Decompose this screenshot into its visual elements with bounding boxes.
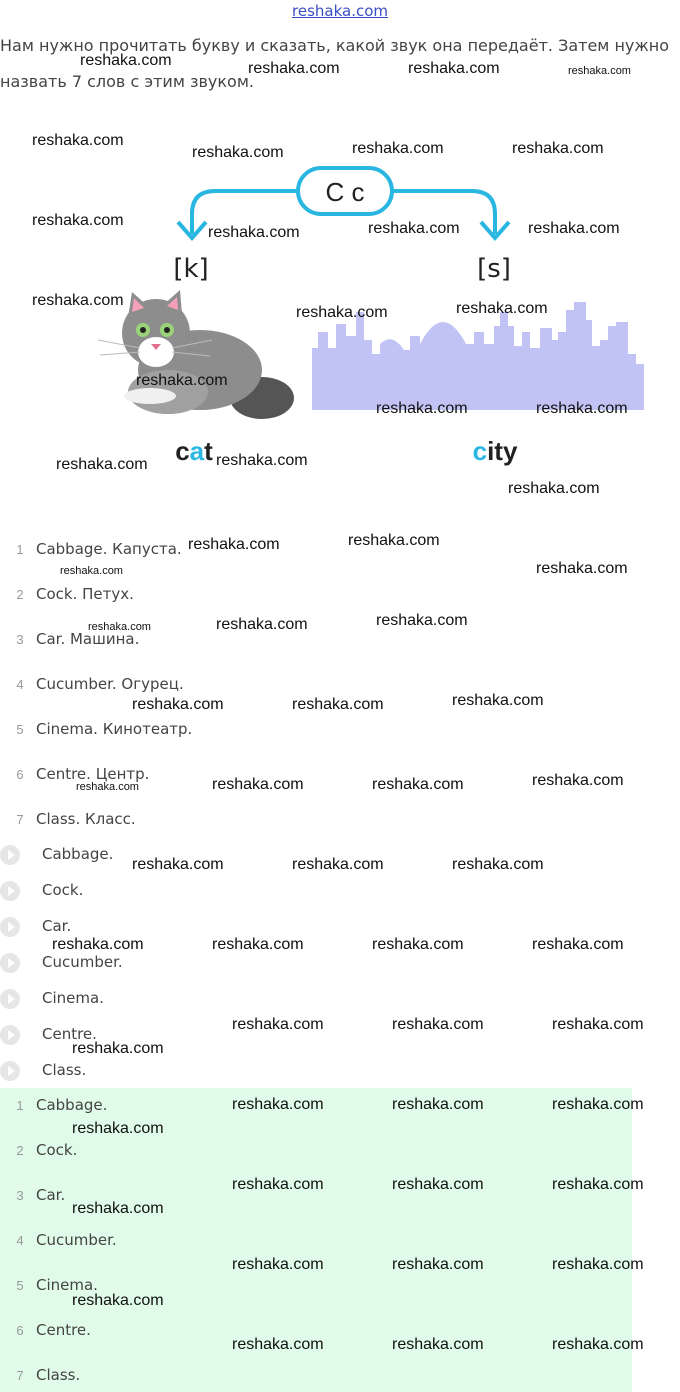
- watermark: reshaka.com: [352, 140, 444, 157]
- watermark: reshaka.com: [512, 140, 604, 157]
- item-text: Cucumber. Огурец.: [36, 675, 184, 693]
- item-number: 6: [16, 1323, 24, 1338]
- item-text: Class.: [36, 1366, 81, 1384]
- item-number: 5: [16, 1278, 24, 1293]
- watermark: reshaka.com: [292, 696, 384, 713]
- watermark: reshaka.com: [568, 65, 631, 77]
- audio-word: Cabbage.: [42, 845, 114, 863]
- play-icon[interactable]: [0, 917, 20, 937]
- audio-word: Car.: [42, 917, 72, 935]
- watermark: reshaka.com: [552, 1016, 644, 1033]
- item-text: Cucumber.: [36, 1231, 117, 1249]
- item-text: Car. Машина.: [36, 630, 140, 648]
- watermark: reshaka.com: [552, 1096, 644, 1113]
- item-text: Class. Класс.: [36, 810, 136, 828]
- watermark: reshaka.com: [232, 1176, 324, 1193]
- item-text: Cabbage. Капуста.: [36, 540, 182, 558]
- item-number: 4: [16, 677, 24, 692]
- watermark: reshaka.com: [452, 856, 544, 873]
- item-text: Cinema. Кинотеатр.: [36, 720, 193, 738]
- task-intro: Нам нужно прочитать букву и сказать, какой звук она передаёт. Затем нужно назвать 7 слов с этим звуком.: [0, 36, 670, 91]
- watermark: reshaka.com: [392, 1176, 484, 1193]
- item-number: 4: [16, 1233, 24, 1248]
- audio-word: Class.: [42, 1061, 87, 1079]
- watermark: reshaka.com: [212, 936, 304, 953]
- watermark: reshaka.com: [80, 52, 172, 69]
- watermark: reshaka.com: [76, 781, 139, 793]
- item-text: Cinema.: [36, 1276, 98, 1294]
- watermark: reshaka.com: [508, 480, 600, 497]
- item-number: 6: [16, 767, 24, 782]
- cat-illustration: [98, 290, 294, 419]
- watermark: reshaka.com: [536, 400, 628, 417]
- letter-text: C c: [325, 177, 365, 207]
- watermark: reshaka.com: [392, 1016, 484, 1033]
- watermark: reshaka.com: [532, 936, 624, 953]
- watermark: reshaka.com: [60, 565, 123, 577]
- watermark: reshaka.com: [72, 1200, 164, 1217]
- item-number: 3: [16, 1188, 24, 1203]
- watermark: reshaka.com: [292, 856, 384, 873]
- watermark: reshaka.com: [392, 1256, 484, 1273]
- watermark: reshaka.com: [208, 224, 300, 241]
- watermark: reshaka.com: [72, 1040, 164, 1057]
- watermark: reshaka.com: [188, 536, 280, 553]
- item-text: Centre.: [36, 1321, 91, 1339]
- watermark: reshaka.com: [232, 1016, 324, 1033]
- watermark: reshaka.com: [552, 1176, 644, 1193]
- item-text: Cabbage.: [36, 1096, 108, 1114]
- audio-word: Cock.: [42, 881, 84, 899]
- item-text: Cock. Петух.: [36, 585, 134, 603]
- watermark: reshaka.com: [212, 776, 304, 793]
- watermark: reshaka.com: [88, 621, 151, 633]
- word-cat: cat: [175, 436, 213, 466]
- watermark: reshaka.com: [136, 372, 228, 389]
- audio-word: Centre.: [42, 1025, 97, 1043]
- watermark: reshaka.com: [372, 776, 464, 793]
- play-icon[interactable]: [0, 881, 20, 901]
- watermark: reshaka.com: [216, 616, 308, 633]
- word-city: city: [472, 436, 518, 466]
- watermark: reshaka.com: [296, 304, 388, 321]
- watermark: reshaka.com: [456, 300, 548, 317]
- watermark: reshaka.com: [232, 1256, 324, 1273]
- watermark: reshaka.com: [532, 772, 624, 789]
- item-number: 3: [16, 632, 24, 647]
- watermark: reshaka.com: [452, 692, 544, 709]
- item-number: 1: [16, 1098, 24, 1113]
- play-icon[interactable]: [0, 1061, 20, 1081]
- watermark: reshaka.com: [72, 1120, 164, 1137]
- play-icon[interactable]: [0, 953, 20, 973]
- audio-word: Cucumber.: [42, 953, 123, 971]
- watermark: reshaka.com: [216, 452, 308, 469]
- item-number: 7: [16, 812, 24, 827]
- watermark: reshaka.com: [192, 144, 284, 161]
- watermark: reshaka.com: [32, 212, 124, 229]
- item-text: Cock.: [36, 1141, 78, 1159]
- watermark: reshaka.com: [132, 696, 224, 713]
- audio-word: Cinema.: [42, 989, 104, 1007]
- item-number: 2: [16, 1143, 24, 1158]
- watermark: reshaka.com: [56, 456, 148, 473]
- watermark: reshaka.com: [232, 1336, 324, 1353]
- watermark: reshaka.com: [368, 220, 460, 237]
- watermark: reshaka.com: [132, 856, 224, 873]
- item-number: 7: [16, 1368, 24, 1383]
- item-number: 1: [16, 542, 24, 557]
- watermark: reshaka.com: [552, 1256, 644, 1273]
- right-sound: [s]: [477, 254, 511, 284]
- watermark: reshaka.com: [376, 612, 468, 629]
- item-text: Car.: [36, 1186, 66, 1204]
- item-number: 5: [16, 722, 24, 737]
- watermark: reshaka.com: [248, 60, 340, 77]
- item-number: 2: [16, 587, 24, 602]
- watermark: reshaka.com: [348, 532, 440, 549]
- watermark: reshaka.com: [72, 1292, 164, 1309]
- left-sound: [k]: [173, 254, 209, 284]
- watermark: reshaka.com: [372, 936, 464, 953]
- watermark: reshaka.com: [376, 400, 468, 417]
- watermark: reshaka.com: [408, 60, 500, 77]
- play-icon[interactable]: [0, 1025, 20, 1045]
- watermark: reshaka.com: [52, 936, 144, 953]
- watermark: reshaka.com: [528, 220, 620, 237]
- watermark: reshaka.com: [392, 1336, 484, 1353]
- play-icon[interactable]: [0, 845, 20, 865]
- watermark: reshaka.com: [32, 132, 124, 149]
- item-text: Centre. Центр.: [36, 765, 150, 783]
- watermark: reshaka.com: [232, 1096, 324, 1113]
- watermark: reshaka.com: [32, 292, 124, 309]
- watermark: reshaka.com: [536, 560, 628, 577]
- site-link[interactable]: reshaka.com: [292, 2, 388, 20]
- play-icon[interactable]: [0, 989, 20, 1009]
- watermark: reshaka.com: [392, 1096, 484, 1113]
- watermark: reshaka.com: [552, 1336, 644, 1353]
